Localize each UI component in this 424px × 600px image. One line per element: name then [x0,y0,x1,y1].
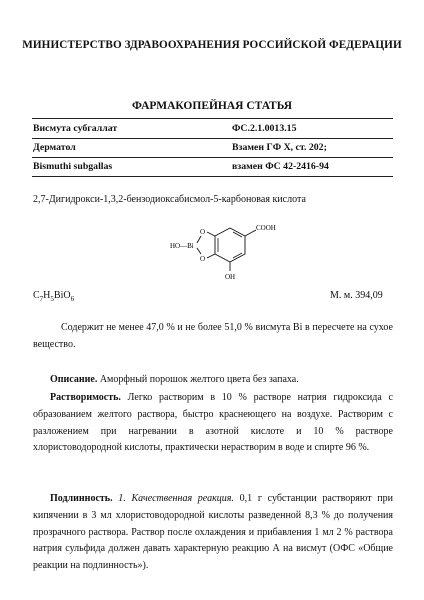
molecular-formula: $C_7H_5BiO_6$ [33,290,75,303]
oh-label: OH [225,273,236,281]
header-rule-2 [32,157,393,158]
oxygen-top-label: O [200,228,206,236]
document-title: ФАРМАКОПЕЙНАЯ СТАТЬЯ [131,100,293,112]
content-paragraph: Содержит не менее 47,0 % и не более 51,0 % висмута Bi в пересчете на сухое вещество. [33,322,393,350]
description-paragraph: Описание. Аморфный порошок желтого цвета без запаха. [50,374,299,385]
header-rule-bottom [32,176,393,177]
substance-name-latin: Bismuthi subgallas [33,161,113,172]
ho-bi-label: HO—Bi [170,242,194,250]
replaces-gf: Взамен ГФ X, ст. 202; [232,142,327,153]
chemical-name: 2,7-Дигидрокси-1,3,2-бензодиоксабисмол-5-карбоновая кислота [33,194,306,205]
structural-formula [170,216,280,286]
ministry-heading: МИНИСТЕРСТВО ЗДРАВООХРАНЕНИЯ РОССИЙСКОЙ ФЕДЕРАЦИИ [22,39,402,51]
substance-name-ru: Висмута субгаллат [33,123,118,134]
replaces-fs: взамен ФС 42-2416-94 [232,161,329,172]
molar-mass: М. м. 394,09 [330,290,383,301]
header-rule-top [32,118,393,119]
article-number: ФС.2.1.0013.15 [232,123,297,134]
oxygen-bottom-label: O [200,255,206,263]
identity-paragraph: Подлинность. 1. Качественная реакция. 0,1 г субстанции растворяют при кипячении в 3 мл хлористоводородной кислоты разведенной 8,3 % до получения прозрачного раствора. Раствор после охлаждения и прибавления 1 мл 2 % раствора натрия сульфида должен давать характерную реакцию А на висмут (ОФС «Общие реакции на подлинность»). [33,493,393,572]
substance-synonym: Дерматол [33,142,76,153]
solubility-paragraph: Растворимость. Легко растворим в 10 % растворе натрия гидроксида с образованием желтого раствора, быстро краснеющего на воздухе. Растворим с разложением при нагревании в азотной кислоте и 10 % растворе хлористоводородной кислоты, практически нерастворим в воде и спирте 96 %. [33,392,393,454]
cooh-label: COOH [256,224,276,232]
header-rule-1 [32,138,393,139]
